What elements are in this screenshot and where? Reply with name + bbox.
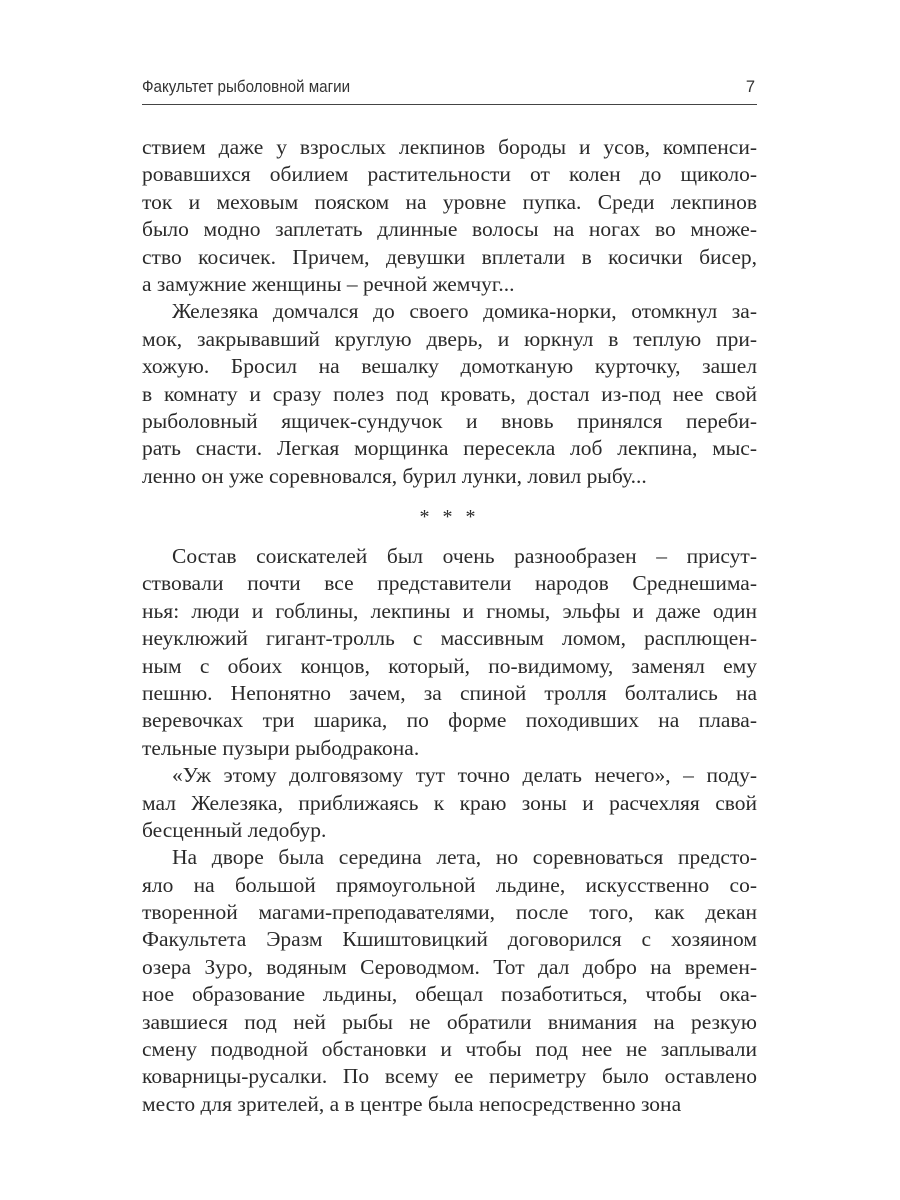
text-line: в комнату и сразу полез под кровать, достал из-под нее свой — [142, 381, 757, 406]
text-line: ствием даже у взрослых лекпинов бороды и усов, компенси- — [142, 135, 757, 159]
text-line: озера Зуро, водяным Сероводмом. Тот дал добро на времен- — [142, 954, 757, 979]
text-line: веревочках три шарика, по форме походивших на плава- — [142, 708, 757, 733]
text-line: бесценный ледобур. — [142, 817, 327, 842]
text-line: «Уж этому долговязому тут точно делать нечего», – поду- — [172, 763, 757, 788]
paragraph — [142, 298, 757, 490]
text-line: творенной магами-преподавателями, после того, как декан — [142, 900, 757, 925]
text-line: ленно он уже соревновался, бурил лунки, ловил рыбу... — [142, 463, 647, 488]
text-line: рыболовный ящичек-сундучок и вновь принялся переби- — [142, 408, 757, 433]
text-line: смену подводной обстановки и чтобы под нее не заплывали — [142, 1037, 757, 1062]
paragraph — [142, 134, 757, 298]
text-line: ное образование льдины, обещал позаботиться, чтобы ока- — [142, 982, 757, 1007]
paragraph — [142, 762, 757, 844]
paragraph — [142, 543, 757, 762]
paragraph — [142, 844, 757, 1118]
text-line: мал Железяка, приближаясь к краю зоны и расчехляя свой — [142, 790, 757, 815]
text-line: завшиеся под ней рыбы не обратили внимания на резкую — [142, 1009, 757, 1034]
text-line: Факультета Эразм Кшиштовицкий договорился с хозяином — [142, 927, 757, 952]
text-line: коварницы-русалки. По всему ее периметру было оставлено — [142, 1064, 757, 1089]
text-line: Железяка домчался до своего домика-норки, отомкнул за- — [172, 299, 757, 324]
text-line: было модно заплетать длинные волосы на ногах во множе- — [142, 217, 757, 242]
page-number: 7 — [745, 78, 755, 96]
text-block-1 — [142, 134, 757, 490]
text-line: место для зрителей, а в центре была непосредственно зона — [142, 1091, 682, 1116]
text-line: мок, закрывавший круглую дверь, и юркнул в теплую при- — [142, 326, 757, 351]
running-header — [142, 76, 757, 105]
text-line: нья: люди и гоблины, лекпины и гномы, эльфы и даже один — [142, 598, 757, 623]
text-line: ток и меховым пояском на уровне пупка. Среди лекпинов — [142, 189, 757, 214]
text-line: ровавшихся обилием растительности от колен до щиколо- — [142, 162, 757, 187]
running-header-title: Факультет рыболовной магии — [142, 78, 351, 96]
text-line: хожую. Бросил на вешалку домотканую курточку, зашел — [142, 354, 757, 379]
text-line: рать снасти. Легкая морщинка пересекла лоб лекпина, мыс- — [142, 436, 757, 461]
section-separator: * * * — [419, 506, 480, 528]
text-block-2 — [142, 543, 757, 1118]
text-line: неуклюжий гигант-тролль с массивным ломом, расплющен- — [142, 626, 757, 651]
text-line: ствовали почти все представители народов Среднешима- — [142, 571, 757, 596]
text-line: тельные пузыри рыбодракона. — [142, 735, 420, 760]
text-line: а замужние женщины – речной жемчуг... — [142, 271, 515, 296]
text-line: ным с обоих концов, который, по-видимому, заменял ему — [142, 653, 757, 678]
text-line: яло на большой прямоугольной льдине, искусственно со- — [142, 872, 757, 897]
text-line: пешню. Непонятно зачем, за спиной тролля болтались на — [142, 680, 757, 705]
text-line: Состав соискателей был очень разнообразен – присут- — [172, 544, 757, 568]
text-line: ство косичек. Причем, девушки вплетали в косички бисер, — [142, 244, 757, 269]
text-line: На дворе была середина лета, но соревноваться предсто- — [172, 845, 757, 870]
